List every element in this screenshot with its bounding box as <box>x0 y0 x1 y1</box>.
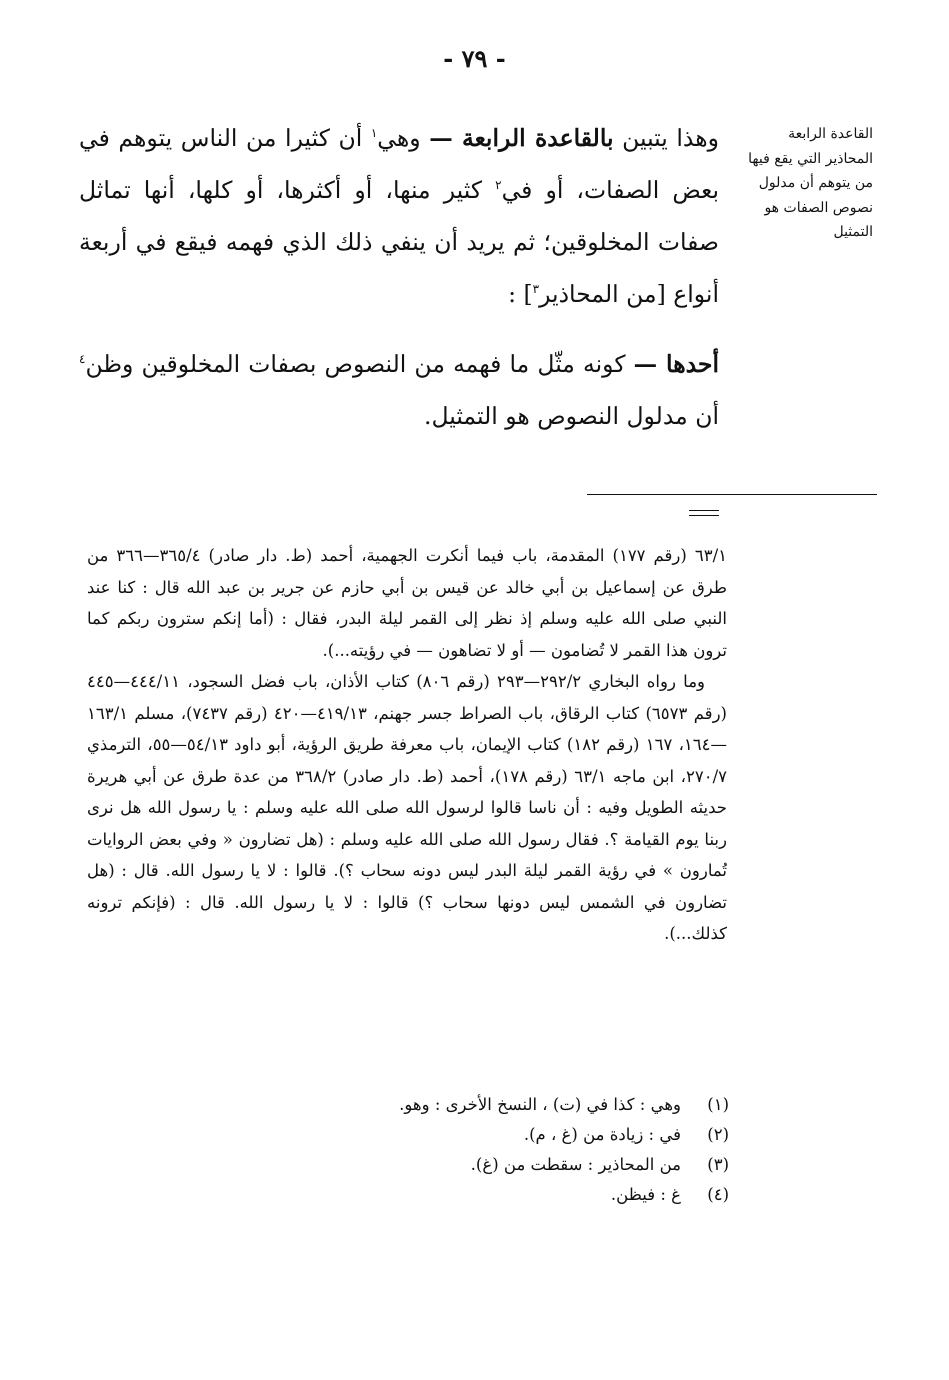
main-p1-part-d: كثير منها، أو أكثرها، أو كلها، أنها تماثل صفات المخلوقين؛ ثم يريد أن ينفي ذلك الذي فهمه فيقع في أربعة أنواع [من المحاذير <box>79 176 719 308</box>
main-paragraph-2 <box>79 338 719 442</box>
footnote-number: (٣) <box>707 1155 729 1174</box>
main-p2-part-b: أن مدلول النصوص هو التمثيل. <box>423 402 719 430</box>
reference-note-1: ٦٣/١ (رقم ١٧٧) المقدمة، باب فيما أنكرت الجهمية، أحمد (ط. دار صادر) ٣٦٥/٤—٣٦٦ من طرق عن إسماعيل بن أبي خالد عن قيس بن أبي حازم عن جرير بن عبد الله قال : كنا عند النبي صلى الله عليه وسلم إذ نظر إلى القمر ليلة البدر، فقال : (أما إنكم سترون ربكم كما ترون هذا القمر لا تُضامون — أو لا تضاهون — في رؤيته...). <box>87 546 728 660</box>
footnote-ref-2: ٢ <box>495 178 502 193</box>
main-p1-part-e: ] : <box>508 280 533 308</box>
main-p1-part-c: أن كثيرا من الناس يتوهم في بعض الصفات، أو في <box>79 124 720 204</box>
margin-note <box>733 122 873 245</box>
footnote-number: (٢) <box>707 1125 729 1144</box>
margin-note-title: القاعدة الرابعة <box>788 126 873 142</box>
reference-note-2: وما رواه البخاري ٢٩٢/٢—٢٩٣ (رقم ٨٠٦) كتاب الأذان، باب فضل السجود، ٤٤٤/١١—٤٤٥ (رقم ٦٥٧٣) كتاب الرقاق، باب الصراط جسر جهنم، ٤١٩/١٣—٤٢٠ (رقم ٧٤٣٧)، مسلم ١٦٣/١—١٦٤، ١٦٧ (رقم ١٨٢) كتاب الإيمان، باب معرفة طريق الرؤية، أبو داود ٥٤/١٣—٥٥، الترمذي ٢٧٠/٧، ابن ماجه ٦٣/١ (رقم ١٧٨)، أحمد (ط. دار صادر) ٣٦٨/٢ من عدة طرق عن أبي هريرة حديثه الطويل وفيه : أن ناسا قالوا لرسول الله صلى الله عليه وسلم : يا رسول الله هل نرى ربنا يوم القيامة ؟. فقال رسول الله صلى الله عليه وسلم : (هل تضارون « وفي بعض الروايات تُمارون » في رؤية القمر ليلة البدر ليس دونه سحاب ؟). قالوا : لا يا رسول الله. قال : (هل تضارون في الشمس ليس دونها سحاب ؟) قالوا : لا يا رسول الله. قال : (فإنكم ترونه كذلك...). <box>87 672 728 943</box>
footnote-text: من المحاذير : سقطت من (غ). <box>470 1155 681 1174</box>
main-p1-part-a: وهذا يتبين <box>613 124 719 152</box>
footnote-1 <box>129 1090 729 1120</box>
footnote-separator <box>587 494 877 495</box>
footnote-number: (١) <box>707 1095 729 1114</box>
footnote-text: في : زيادة من (غ ، م). <box>523 1125 681 1144</box>
footnote-ref-1: ١ <box>370 126 378 141</box>
footnote-3 <box>129 1150 729 1180</box>
main-p1-heading: بالقاعدة الرابعة — <box>429 124 614 152</box>
footnote-text: وهي : كذا في (ت) ، النسخ الأخرى : وهو. <box>399 1095 681 1114</box>
page-number: - ٧٩ - <box>443 44 506 73</box>
reference-notes <box>87 540 727 950</box>
footnote-text: غ : فيظن. <box>610 1185 681 1204</box>
main-text <box>79 112 719 442</box>
main-paragraph-1 <box>79 112 719 320</box>
footnote-4 <box>129 1180 729 1210</box>
footnote-ref-4: ٤ <box>79 352 86 367</box>
main-p2-heading: أحدها — <box>633 350 719 378</box>
margin-note-body: المحاذير التي يقع فيها من يتوهم أن مدلول نصوص الصفات هو التمثيل <box>748 150 873 240</box>
footnote-number: (٤) <box>707 1185 729 1204</box>
footnote-2 <box>129 1120 729 1150</box>
main-p1-part-b: وهي <box>377 124 430 152</box>
main-p2-part-a: كونه مثّل ما فهمه من النصوص بصفات المخلوقين وظن <box>85 350 634 378</box>
footnotes <box>129 1090 729 1210</box>
footnote-ref-3: ٣ <box>532 282 540 297</box>
continuation-mark <box>689 510 719 516</box>
